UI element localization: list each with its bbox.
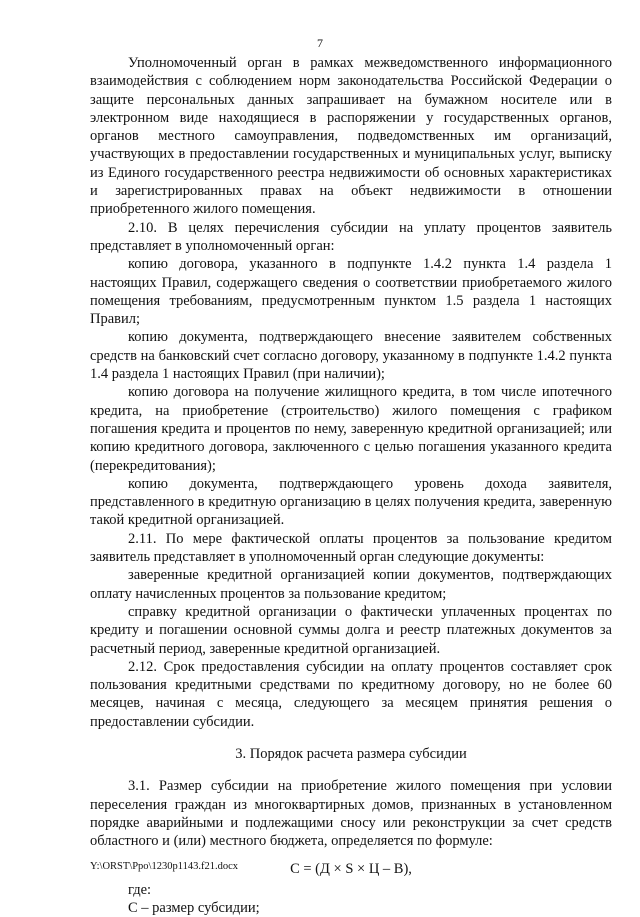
paragraph-2-10: 2.10. В целях перечисления субсидии на уплату процентов заявитель представляет в уполномоченный орган: bbox=[90, 219, 612, 254]
formula-c-definition: С – размер субсидии; bbox=[128, 900, 260, 917]
formula: С = (Д × S × Ц – В), bbox=[290, 861, 412, 878]
page-number: 7 bbox=[317, 36, 323, 50]
paragraph-2-12: 2.12. Срок предоставления субсидии на оплату процентов составляет срок пользования кредитными средствами по кредитному договору, но не более 60 месяцев, начиная с месяца, следующего за месяцем принятия решения о предоставлении субсидии. bbox=[90, 658, 612, 730]
list-item-bank-statement: справку кредитной организации о фактически уплаченных процентах по кредиту и погашении основной суммы долга и реестр платежных документов за расчетный период, заверенные кредитной организацией. bbox=[90, 603, 612, 657]
list-item-income-document: копию документа, подтверждающего уровень дохода заявителя, представленного в кредитную организацию в целях получения кредита, заверенную такой кредитной организацией. bbox=[90, 475, 612, 529]
file-path-footer: Y:\ORST\Ppo\1230p1143.f21.docx bbox=[90, 861, 238, 872]
list-item-payment-documents: заверенные кредитной организацией копии документов, подтверждающих оплату начисленных процентов за пользование кредитом; bbox=[90, 567, 612, 602]
list-item-credit-agreement: копию договора на получение жилищного кредита, в том числе ипотечного кредита, на приобретение (строительство) жилого помещения с графиком погашения кредита и процентов по нему, заверенную кредитной организацией; или копию кредитного договора, заключенного с целью погашения указанного кредита (перекредитования); bbox=[90, 384, 612, 474]
section-title: 3. Порядок расчета размера субсидии bbox=[235, 745, 467, 762]
formula-where: где: bbox=[128, 881, 152, 898]
paragraph-3-1: 3.1. Размер субсидии на приобретение жилого помещения при условии переселения граждан из многоквартирных домов, признанных в установленном порядке аварийными и подлежащими сносу или реконструкции за счет средств областного и (или) местного бюджета, определяется по формуле: bbox=[90, 778, 612, 850]
list-item-own-funds-document: копию документа, подтверждающего внесение заявителем собственных средств на банковский счет согласно договору, указанному в подпункте 1.4.2 пункта 1.4 раздела 1 настоящих Правил (при наличии); bbox=[90, 329, 612, 383]
paragraph-2-11: 2.11. По мере фактической оплаты процентов за пользование кредитом заявитель представляет в уполномоченный орган следующие документы: bbox=[90, 530, 612, 566]
paragraph-interagency-request: Уполномоченный орган в рамках межведомственного информационного взаимодействия с соблюдением норм законодательства Российской Федерации о защите персональных данных запрашивает на бумажном носителе или в электронном виде находящиеся в распоряжении у государственных органов, органов местного самоуправления, подведомственных им организаций, участвующих в предоставлении государственных и муниципальных услуг, выписку из Единого государственного реестра недвижимости об основных характеристиках и зарегистрированных правах на объект недвижимости в отношении приобретенного жилого помещения. bbox=[90, 55, 612, 218]
list-item-contract-copy: копию договора, указанного в подпункте 1.4.2 пункта 1.4 раздела 1 настоящих Правил, содержащего сведения о соответствии приобретаемого жилого помещения требованиям, предусмотренным пунктом 1.5 раздела 1 настоящих Правил; bbox=[90, 256, 612, 328]
document-body bbox=[90, 54, 612, 917]
